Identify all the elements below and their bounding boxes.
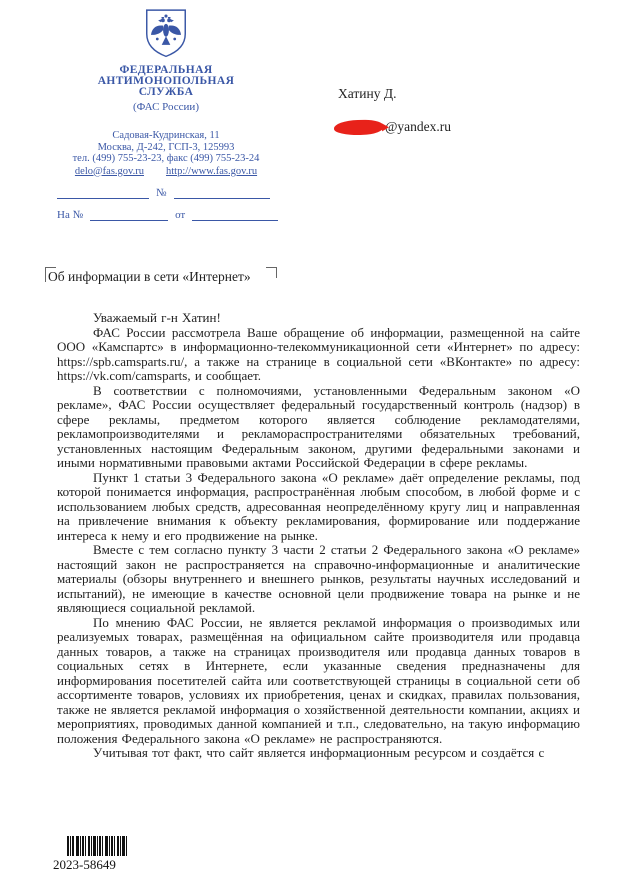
address-phone: тел. (499) 755-23-23, факс (499) 755-23-24 bbox=[72, 153, 260, 164]
subject-line bbox=[45, 267, 251, 287]
coat-of-arms-icon bbox=[144, 8, 188, 58]
addressee-name: Хатину Д. bbox=[338, 86, 397, 101]
address-street: Садовая-Кудринская, 11 bbox=[112, 130, 220, 141]
document-registration-number: 2023-58649 bbox=[53, 857, 116, 872]
subject-corner-left-mark bbox=[45, 267, 56, 282]
addressee-email bbox=[334, 119, 451, 135]
subject-text: Об информации в сети «Интернет» bbox=[48, 269, 251, 284]
barcode bbox=[67, 836, 129, 856]
body-paragraph: Учитывая тот факт, что сайт является информационным ресурсом и создаётся с bbox=[93, 745, 545, 760]
address-city: Москва, Д-242, ГСП-3, 125993 bbox=[97, 141, 235, 153]
body-paragraph: Пункт 1 статьи 3 Федерального закона «О рекламе» даёт определение рекламы, под которой понимается информация, распространённая любым способом, в любой форме и с использованием любых средств, адресованная неопределённому кругу лиц и направленная на привлечение внимания к объекту рекламирования, формирование или поддержание интереса к нему и его продвижение на рынке. bbox=[57, 469, 580, 543]
incoming-reference-row bbox=[57, 209, 283, 221]
body-paragraph: Вместе с тем согласно пункту 3 части 2 статьи 2 Федерального закона «О рекламе» настоящий закон не распространяется на справочно-информационные и аналитические материалы (обзоры внутреннего и внешнего рынков, результаты научных исследований и испытаний), не имеющие в качестве основной цели продвижение товара на рынке и не являющиеся социальной рекламой. bbox=[57, 542, 580, 615]
body-paragraph: В соответствии с полномочиями, установленными Федеральным законом «О рекламе», ФАС России осуществляет федеральный государственный контроль (надзор) в сфере рекламы, предметом которого является соблюдение рекламодателями, рекламопроизводителями и рекламораспространителями обязательных требований, установленных настоящим Федеральным законом, другими федеральными законами и иными нормативными правовыми актами Российской Федерации в сфере рекламы. bbox=[57, 382, 580, 470]
incoming-date-blank-line bbox=[192, 210, 278, 221]
body-paragraph: ФАС России рассмотрела Ваше обращение об информации, размещенной на сайте ООО «Камспартс» в информационно-телекоммуникационной сети «Интернет» по адресу: https://spb.camsparts.ru/, а также на странице в социальной сети «ВКонтакте» по адресу: https://vk.com/camsparts, и сообщает. bbox=[57, 324, 580, 383]
addressee-email-domain: @yandex.ru bbox=[385, 119, 452, 134]
letterhead bbox=[48, 8, 284, 177]
reply-to-label: На № bbox=[57, 209, 84, 221]
subject-corner-right-mark bbox=[266, 267, 277, 278]
reference-block bbox=[57, 187, 283, 231]
org-name-line: ФЕДЕРАЛЬНАЯ bbox=[119, 64, 213, 76]
incoming-number-blank-line bbox=[90, 210, 168, 221]
email-redaction-marker bbox=[334, 119, 384, 135]
outgoing-number-blank-line bbox=[174, 188, 270, 199]
org-short-name: (ФАС России) bbox=[133, 101, 199, 113]
org-website-link: http://www.fas.gov.ru bbox=[165, 165, 258, 177]
org-email-link: delo@fas.gov.ru bbox=[74, 165, 144, 177]
letter-body bbox=[57, 311, 580, 761]
outgoing-date-blank-line bbox=[57, 188, 149, 199]
org-name-line: СЛУЖБА bbox=[138, 86, 194, 98]
from-label: от bbox=[175, 209, 186, 221]
org-name-line: АНТИМОНОПОЛЬНАЯ bbox=[97, 75, 235, 87]
body-paragraph: По мнению ФАС России, не является рекламой информация о производимых или реализуемых товарах, размещённая на официальном сайте производителя или продавца данных товаров, а также на страницах производителя или продавца данных товаров в социальных сетях в Интернете, если указанные сведения предназначены для информирования посетителей сайта или соответствующей страницы в социальной сети об ассортименте товаров, условиях их приобретения, ценах и скидках, правилах пользования, также не является рекламой информация о хозяйственной деятельности компании, акциях и мероприятиях, проводимых данной компанией и т.п., следовательно, на такую информацию положения Федерального закона «О рекламе» не распространяются. bbox=[57, 614, 580, 746]
number-label: № bbox=[156, 187, 167, 199]
greeting: Уважаемый г-н Хатин! bbox=[93, 310, 221, 325]
outgoing-reference-row bbox=[57, 187, 283, 199]
